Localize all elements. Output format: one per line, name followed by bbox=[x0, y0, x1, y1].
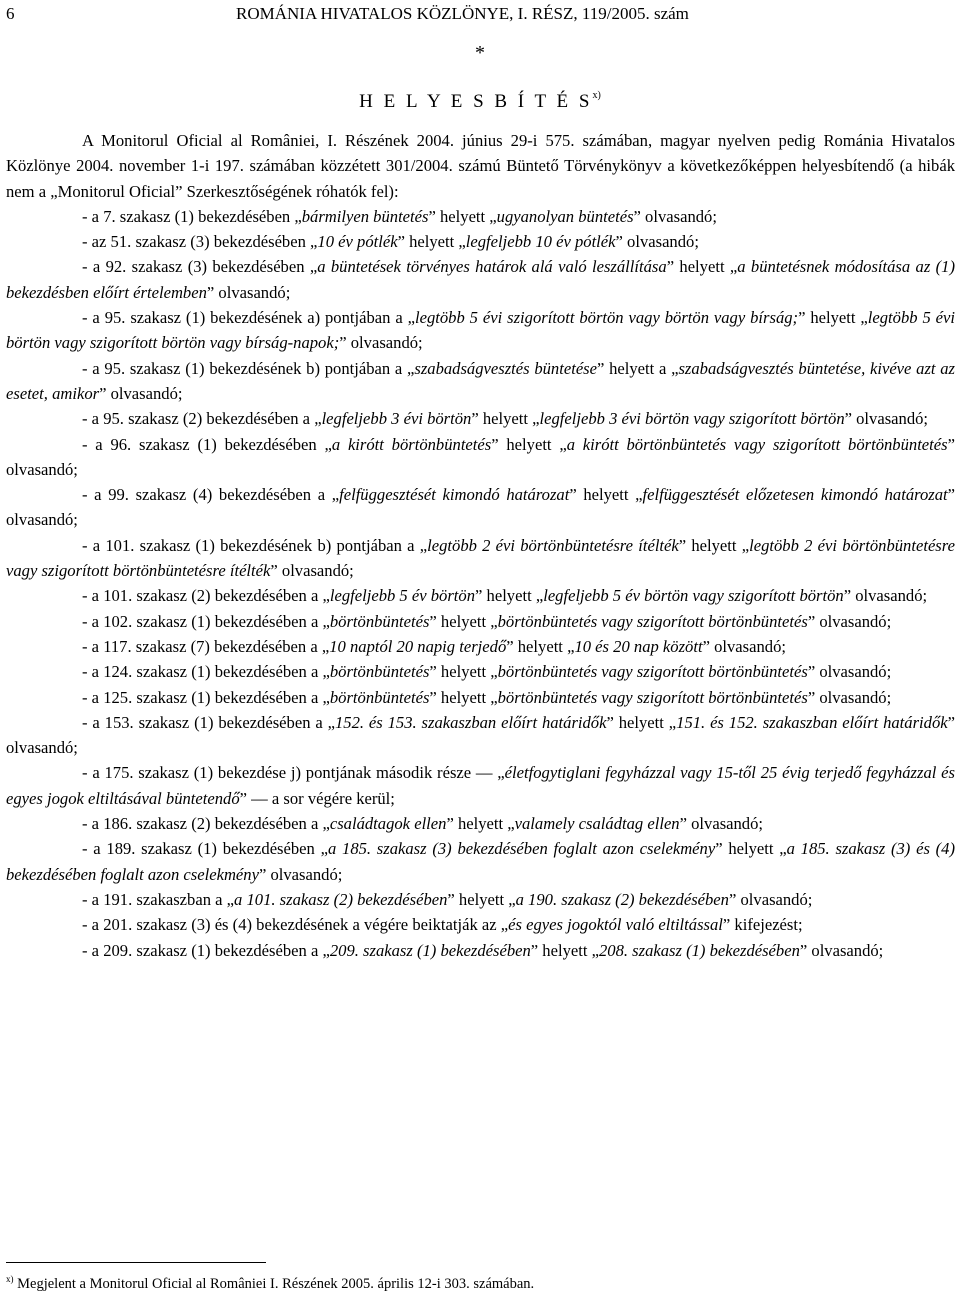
footnote-reference-marker: x) bbox=[592, 90, 601, 101]
correction-text: ” olvasandó; bbox=[679, 814, 764, 834]
correction-text: ” helyett „ bbox=[397, 232, 466, 252]
correction-text: ” helyett „ bbox=[446, 814, 515, 834]
correction-text: ” helyett „ bbox=[606, 712, 677, 732]
correction-text: - az 51. szakasz (3) bekezdésében „ bbox=[82, 232, 318, 252]
correction-text: ” olvasandó; bbox=[6, 712, 955, 758]
correction-text: ” olvasandó; bbox=[843, 586, 928, 606]
quoted-phrase: börtönbüntetés bbox=[329, 662, 430, 682]
correction-text: - a 209. szakasz (1) bekezdésében a „ bbox=[82, 940, 330, 960]
correction-text: - a 189. szakasz (1) bekezdésében „ bbox=[82, 839, 328, 859]
correction-text: ” olvasandó; bbox=[6, 485, 955, 530]
correction-text: ” olvasandó; bbox=[702, 636, 786, 656]
correction-text: - a 96. szakasz (1) bekezdésében „ bbox=[82, 434, 332, 454]
quoted-phrase: 151. és 152. szakaszban előírt határidők bbox=[676, 712, 948, 732]
correction-item bbox=[6, 356, 955, 407]
correction-text: ” helyett „ bbox=[530, 940, 599, 960]
section-title-text: H E L Y E S B Í T É S bbox=[359, 91, 593, 112]
correction-text: ” olvasandó; bbox=[807, 611, 892, 631]
correction-text: ” helyett a „ bbox=[597, 358, 679, 378]
correction-item bbox=[6, 710, 955, 761]
quoted-phrase: és egyes jogoktól való eltiltással bbox=[508, 915, 723, 935]
quoted-phrase: 10 év pótlék bbox=[317, 232, 398, 252]
correction-text: ” helyett „ bbox=[429, 662, 498, 682]
quoted-phrase: 208. szakasz (1) bekezdésében bbox=[598, 940, 800, 960]
correction-text: - a 101. szakasz (2) bekezdésében a „ bbox=[82, 586, 330, 606]
section-separator-star: * bbox=[475, 42, 485, 64]
correction-text: ” olvasandó; bbox=[258, 864, 343, 884]
correction-text: ” olvasandó; bbox=[728, 889, 813, 909]
quoted-phrase: börtönbüntetés bbox=[329, 611, 430, 631]
correction-item bbox=[6, 583, 955, 608]
quoted-phrase: 10 és 20 nap között bbox=[574, 636, 703, 656]
quoted-phrase: a büntetések törvényes határok alá való leszállítása bbox=[317, 257, 667, 277]
correction-item bbox=[6, 938, 955, 963]
quoted-phrase: a 190. szakasz (2) bekezdésében bbox=[515, 889, 729, 909]
correction-text: ” helyett „ bbox=[569, 485, 643, 505]
correction-item bbox=[6, 887, 955, 912]
correction-item bbox=[6, 811, 955, 836]
quoted-phrase: felfüggesztését előzetesen kimondó határozat bbox=[642, 485, 948, 505]
quoted-phrase: a büntetésnek módosítása az (1) bekezdésben előírt értelemben bbox=[6, 257, 955, 302]
quoted-phrase: családtagok ellen bbox=[329, 814, 447, 834]
quoted-phrase: bármilyen büntetés bbox=[301, 206, 429, 226]
correction-item bbox=[6, 229, 955, 254]
correction-text: ” helyett „ bbox=[798, 308, 868, 328]
correction-text: - a 101. szakasz (1) bekezdésének b) pontjában a „ bbox=[82, 535, 428, 555]
quoted-phrase: legtöbb 5 évi szigorított börtön vagy börtön vagy bírság; bbox=[415, 308, 799, 328]
quoted-phrase: 209. szakasz (1) bekezdésében bbox=[329, 940, 531, 960]
correction-text: ” olvasandó; bbox=[615, 232, 699, 252]
correction-text: ” helyett „ bbox=[678, 535, 750, 555]
quoted-phrase: legtöbb 2 évi börtönbüntetésre ítélték bbox=[427, 535, 679, 555]
correction-text: - a 125. szakasz (1) bekezdésében a „ bbox=[82, 687, 330, 707]
correction-item bbox=[6, 634, 955, 659]
correction-item bbox=[6, 533, 955, 584]
quoted-phrase: szabadságvesztés büntetése, kivéve azt az esetet, amikor bbox=[6, 358, 955, 403]
quoted-phrase: legfeljebb 5 év börtön bbox=[329, 586, 476, 606]
correction-text: ” helyett „ bbox=[475, 586, 544, 606]
correction-text: - a 95. szakasz (1) bekezdésének b) pontjában a „ bbox=[82, 358, 415, 378]
correction-item bbox=[6, 432, 955, 483]
correction-text: ” olvasandó; bbox=[633, 206, 717, 226]
intro-paragraph: A Monitorul Oficial al României, I. Részének 2004. június 29-i 575. számában, magyar nyelven pedig Románia Hivatalos Közlönye 2004. november 1-i 197. számában közzétett 301/2004. számú Büntető Törvénykönyv a következőképpen helyesbítendő (a hibák nem a „Monitorul Oficial” Szerkesztőségének róhatók fel): bbox=[6, 131, 955, 201]
correction-text: - a 102. szakasz (1) bekezdésében a „ bbox=[82, 611, 330, 631]
quoted-phrase: életfogytiglani fegyházzal vagy 15-től 25 évig terjedő fegyházzal és egyes jogok eltiltásával büntetendő bbox=[6, 763, 955, 808]
correction-text: ” olvasandó; bbox=[807, 687, 892, 707]
correction-text: - a 92. szakasz (3) bekezdésében „ bbox=[82, 257, 318, 277]
quoted-phrase: 152. és 153. szakaszban előírt határidők bbox=[335, 712, 607, 732]
quoted-phrase: legfeljebb 3 évi börtön bbox=[321, 409, 472, 429]
correction-text: - a 95. szakasz (2) bekezdésében a „ bbox=[82, 409, 322, 429]
correction-text: - a 191. szakaszban a „ bbox=[82, 889, 235, 909]
correction-item bbox=[6, 760, 955, 811]
document-body bbox=[6, 128, 955, 963]
correction-text: ” olvasandó; bbox=[6, 434, 955, 479]
correction-item bbox=[6, 836, 955, 887]
footnote-rule bbox=[6, 1262, 266, 1263]
correction-text: ” olvasandó; bbox=[270, 561, 354, 581]
correction-text: ” helyett „ bbox=[428, 206, 497, 226]
correction-text: ” olvasandó; bbox=[339, 333, 423, 353]
correction-text: ” olvasandó; bbox=[99, 383, 183, 403]
quoted-phrase: legtöbb 2 évi börtönbüntetésre vagy szigorított börtönbüntetésre ítélték bbox=[6, 535, 955, 581]
correction-item bbox=[6, 609, 955, 634]
quoted-phrase: legfeljebb 3 évi börtön vagy szigorított börtön bbox=[539, 409, 845, 429]
page-number: 6 bbox=[6, 4, 15, 23]
quoted-phrase: szabadságvesztés büntetése bbox=[414, 358, 598, 378]
correction-text: - a 175. szakasz (1) bekezdése j) pontjának második része — „ bbox=[82, 763, 505, 783]
correction-item bbox=[6, 406, 955, 431]
correction-text: ” helyett „ bbox=[429, 611, 498, 631]
footnote-marker: x) bbox=[6, 1274, 14, 1284]
correction-text: - a 201. szakasz (3) és (4) bekezdésének a végére beiktatják az „ bbox=[82, 915, 509, 935]
footnote bbox=[6, 1274, 946, 1293]
correction-text: - a 117. szakasz (7) bekezdésében a „ bbox=[82, 636, 330, 656]
section-title bbox=[0, 90, 960, 113]
quoted-phrase: börtönbüntetés vagy szigorított börtönbüntetés bbox=[497, 687, 808, 707]
correction-text: - a 153. szakasz (1) bekezdésében a „ bbox=[82, 712, 335, 732]
correction-text: ” helyett „ bbox=[491, 434, 567, 454]
correction-text: - a 186. szakasz (2) bekezdésében a „ bbox=[82, 814, 330, 834]
quoted-phrase: a 185. szakasz (3) és (4) bekezdésében foglalt azon cselekmény bbox=[6, 839, 956, 884]
correction-item bbox=[6, 685, 955, 710]
footnote-text: Megjelent a Monitorul Oficial al României I. Részének 2005. április 12-i 303. számában. bbox=[17, 1276, 535, 1292]
correction-text: ” helyett „ bbox=[471, 409, 540, 429]
correction-text: ” olvasandó; bbox=[206, 282, 291, 302]
quoted-phrase: felfüggesztését kimondó határozat bbox=[339, 485, 570, 505]
quoted-phrase: legfeljebb 5 év börtön vagy szigorított börtön bbox=[543, 586, 844, 606]
correction-text: - a 7. szakasz (1) bekezdésében „ bbox=[82, 206, 302, 226]
correction-item bbox=[6, 305, 955, 356]
quoted-phrase: a 185. szakasz (3) bekezdésében foglalt azon cselekmény bbox=[327, 839, 716, 859]
correction-item bbox=[6, 204, 955, 229]
quoted-phrase: a 101. szakasz (2) bekezdésében bbox=[234, 889, 448, 909]
quoted-phrase: legfeljebb 10 év pótlék bbox=[465, 232, 616, 252]
quoted-phrase: ugyanolyan büntetés bbox=[496, 206, 634, 226]
quoted-phrase: börtönbüntetés vagy szigorított börtönbüntetés bbox=[497, 662, 808, 682]
quoted-phrase: börtönbüntetés bbox=[329, 687, 430, 707]
correction-text: - a 124. szakasz (1) bekezdésében a „ bbox=[82, 662, 330, 682]
correction-text: ” helyett „ bbox=[429, 687, 498, 707]
correction-item bbox=[6, 254, 955, 305]
correction-text: ” helyett „ bbox=[506, 636, 575, 656]
correction-text: - a 99. szakasz (4) bekezdésében a „ bbox=[82, 485, 340, 505]
quoted-phrase: börtönbüntetés vagy szigorított börtönbüntetés bbox=[497, 611, 808, 631]
quoted-phrase: 10 naptól 20 napig terjedő bbox=[329, 636, 507, 656]
correction-text: ” — a sor végére kerül; bbox=[239, 788, 395, 808]
quoted-phrase: a kirótt börtönbüntetés bbox=[331, 434, 492, 454]
publication-title: ROMÁNIA HIVATALOS KÖZLÖNYE, I. RÉSZ, 119/2005. szám bbox=[236, 4, 689, 23]
correction-text: ” olvasandó; bbox=[844, 409, 929, 429]
correction-text: - a 95. szakasz (1) bekezdésének a) pontjában a „ bbox=[82, 308, 415, 328]
correction-text: ” olvasandó; bbox=[807, 662, 892, 682]
correction-text: ” kifejezést; bbox=[722, 915, 803, 935]
quoted-phrase: legtöbb 5 évi börtön vagy szigorított börtön vagy bírság-napok; bbox=[6, 308, 956, 353]
correction-text: ” helyett „ bbox=[666, 257, 738, 277]
correction-text: ” helyett „ bbox=[715, 839, 787, 859]
correction-text: ” helyett „ bbox=[447, 889, 516, 909]
quoted-phrase: a kirótt börtönbüntetés vagy szigorított börtönbüntetés bbox=[566, 434, 948, 454]
correction-item bbox=[6, 912, 955, 937]
correction-item bbox=[6, 659, 955, 684]
running-header bbox=[6, 4, 954, 28]
quoted-phrase: valamely családtag ellen bbox=[514, 814, 680, 834]
correction-text: ” olvasandó; bbox=[799, 940, 884, 960]
correction-item bbox=[6, 482, 955, 533]
